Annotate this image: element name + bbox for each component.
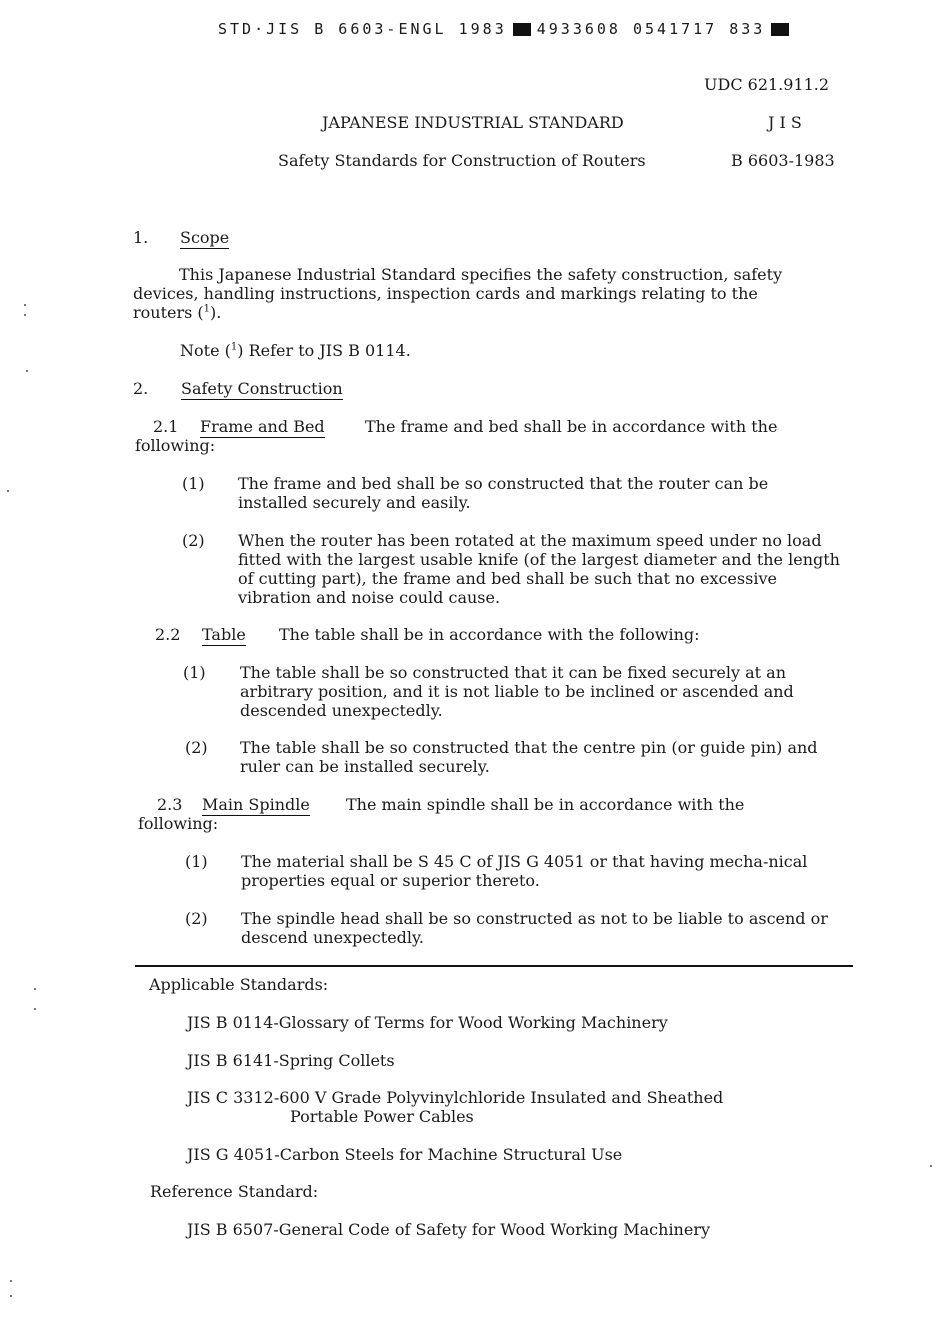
scan-speck [24,304,26,306]
black-block-mark [513,23,531,36]
section-1-number: 1. [133,228,149,247]
scan-speck [24,314,26,316]
subsection-2-2-intro: The table shall be in accordance with the following: [279,625,700,644]
item-number: (2) [182,531,205,550]
document-title: Safety Standards for Construction of Routers [278,151,646,170]
subsection-2-1-number: 2.1 [153,417,179,436]
udc-number: UDC 621.911.2 [704,75,830,94]
code-prefix: STD·JIS B 6603-ENGL 1983 [218,20,507,38]
document-code-line [218,20,795,38]
scan-speck [7,490,9,492]
applicable-standard-item: JIS B 6141-Spring Collets [187,1051,395,1070]
item-number: (2) [185,909,208,928]
section-2-title: Safety Construction [181,379,343,398]
applicable-standard-item: JIS C 3312-600 V Grade Polyvinylchloride Insulated and Sheathed [187,1088,724,1107]
applicable-standard-item-cont: Portable Power Cables [290,1107,474,1126]
scope-text: This Japanese Industrial Standard specifies the safety construction, safety devices, handling instructions, inspection cards and markings relating to the routers [133,265,783,322]
applicable-standard-item: JIS B 0114-Glossary of Terms for Wood Working Machinery [187,1013,668,1032]
item-text: The table shall be so constructed that it can be fixed securely at an arbitrary position, and it is not liable to be inclined or ascended and descended unexpectedly. [240,663,794,720]
scan-speck [930,1165,932,1167]
subsection-2-1-title: Frame and Bed [200,417,325,436]
scan-speck [10,1295,12,1297]
subsection-2-3-number: 2.3 [157,795,183,814]
standard-number: B 6603-1983 [731,151,835,170]
subsection-2-2-number: 2.2 [155,625,181,644]
item-number: (2) [185,738,208,757]
scan-speck [10,1280,12,1282]
scan-speck [26,370,28,372]
code-num2: 0541717 [633,20,718,38]
item-number: (1) [183,663,206,682]
standard-name: JAPANESE INDUSTRIAL STANDARD [322,113,624,132]
note-text: ) Refer to JIS B 0114. [237,341,411,360]
subsection-2-1-intro-cont: following: [135,436,216,455]
code-num1: 4933608 [536,20,621,38]
subsection-2-3-title: Main Spindle [202,795,310,814]
applicable-standards-heading: Applicable Standards: [149,975,329,994]
section-2-number: 2. [133,379,149,398]
black-block-mark [771,23,789,36]
reference-standard-item: JIS B 6507-General Code of Safety for Wood Working Machinery [187,1220,711,1239]
horizontal-rule [135,965,853,967]
item-number: (1) [185,852,208,871]
item-text: The material shall be S 45 C of JIS G 4051 or that having mecha-nical properties equal or superior thereto. [241,852,808,890]
scan-speck [34,988,36,990]
scope-note [180,341,411,360]
subsection-2-3-intro-cont: following: [138,814,219,833]
applicable-standard-item: JIS G 4051-Carbon Steels for Machine Structural Use [187,1145,623,1164]
note-sup: 1 [230,341,238,353]
scan-speck [34,1008,36,1010]
subsection-2-2-title: Table [202,625,246,644]
item-text: The frame and bed shall be so constructed that the router can be installed securely and easily. [238,474,769,512]
item-text: When the router has been rotated at the maximum speed under no load fitted with the largest usable knife (of the largest diameter and the length of cutting part), the frame and bed shall be such that no excessive vibration and noise could cause. [238,531,840,607]
footnote-ref: 1 [203,303,211,315]
section-1-title: Scope [180,228,230,247]
item-text: The table shall be so constructed that the centre pin (or guide pin) and ruler can be installed securely. [240,738,818,776]
item-text: The spindle head shall be so constructed as not to be liable to ascend or descend unexpectedly. [241,909,828,947]
note-prefix: Note ( [180,341,231,360]
subsection-2-1-intro: The frame and bed shall be in accordance with the [365,417,778,436]
reference-standard-heading: Reference Standard: [150,1182,319,1201]
item-number: (1) [182,474,205,493]
subsection-2-3-intro: The main spindle shall be in accordance with the [346,795,745,814]
code-num3: 833 [729,20,766,38]
jis-label: J I S [768,113,802,132]
scope-text-end: ). [210,303,222,322]
scope-paragraph: This Japanese Industrial Standard specifies the safety construction, safety devices, handling instructions, inspection cards and markings relating to the routers ($^1$). [133,265,783,322]
